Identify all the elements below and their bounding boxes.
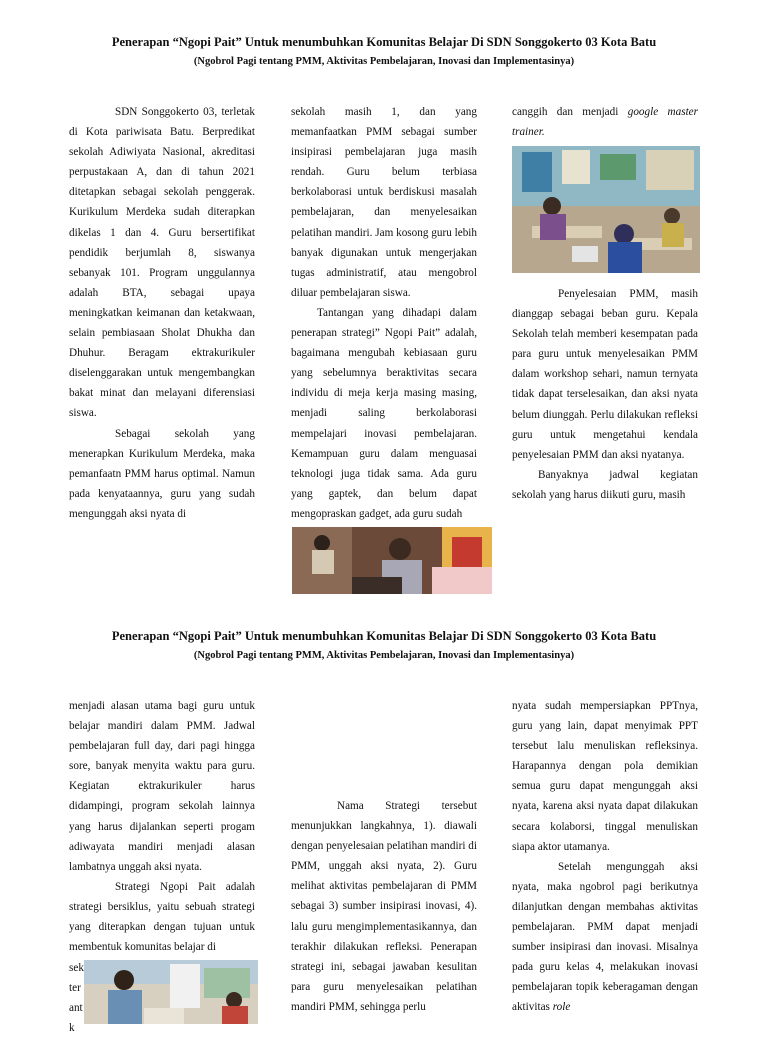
paragraph: Tantangan yang dihadapi dalam penerapan strategi” Ngopi Pait” adalah, bagaimana mengubah kebiasaan guru yang sebelumnya beraktivitas secara individu di meja kerja masing masing, menjadi saling berkolaborasi mempelajari inovasi pembelajaran. Kemampuan guru dalam menguasai teknologi juga tidak sama. Ada guru yang gaptek, dan belum dapat mengopraskan gadget, ada guru sudah	[291, 306, 477, 520]
paragraph: SDN Songgokerto 03, terletak di Kota pariwisata Batu. Berpredikat sekolah Adiwiyata Nasional, akreditasi perpustakaan A, dan di tahun 2021 ditetapkan sebagai sekolah penggerak. Kurikulum Merdeka sudah diterapkan dikelas 1 dan 4. Guru bersertifikat pendidik berjumlah 8, siswanya sebanyak 101. Program unggulannya adalah BTA, sebagai upaya meningkatkan keimanan dan ketakwaan, selain pembiasaan Sholat Dhukha dan Dhuhur. Beragam ektrakurikuler diselenggarakan untuk mengembangkan bakat minat dan melayani diferensiasi siswa.	[69, 106, 255, 420]
paragraph: Penyelesaian PMM, masih dianggap sebagai beban guru. Kepala Sekolah telah memberi kesempatan pada para guru untuk menyelesaikan PMM dalam workshop sehari, namun ternyata tidak dapat terselesaikan, dan aksi nyata belum diunggah. Perlu dilakukan refleksi guru untuk mengetahui kendala penyelesaian PMM dan aksi nyatanya.	[512, 288, 698, 461]
paragraph: Banyaknya jadwal kegiatan sekolah yang harus diikuti guru, masih	[512, 468, 698, 501]
column-3	[512, 102, 698, 142]
cut-line-fragment: k	[69, 1022, 75, 1034]
paragraph: Nama Strategi tersebut menunjukkan langkahnya, 1). diawali dengan penyelesaian pelatihan mandiri di PMM, unggah aksi nyata, 2). Guru melihat aktivitas pembelajaran di PMM sebagai 3) sumber insipirasi inovasi, 4). lalu guru mengimplementasikannya, dan terakhir dilakukan refleksi. Penerapan strategi ini, sebagai jawaban kesulitan para guru menyelesaikan pelatihan mandiri PMM, sehingga perlu	[291, 800, 477, 1013]
cut-line-fragment: ant	[69, 1002, 83, 1014]
class-photo	[84, 960, 258, 1024]
page-title: Penerapan “Ngopi Pait” Untuk menumbuhkan Komunitas Belajar Di SDN Songgokerto 03 Kota Batu	[111, 629, 657, 643]
column-3	[512, 696, 698, 1018]
paragraph: menjadi alasan utama bagi guru untuk belajar mandiri dalam PMM. Jadwal pembelajaran full day, dari pagi hingga sore, banyak menyita waktu para guru. Kegiatan ektrakurikuler harus didampingi, program sekolah lainnya yang harus dijalankan seperti progam adiwayata mandiri menjadi alasan lambatnya unggah aksi nyata.	[69, 700, 255, 873]
cut-line-fragment: ter	[69, 982, 81, 994]
paragraph: Setelah mengunggah aksi nyata, maka ngobrol pagi berikutnya dilanjutkan dengan membahas aktivitas pembelajaran. PMM dapat menjadi sumber insipirasi dan inovasi. Misalnya pada guru kelas 4, melakukan inovasi pembelajaran topik keberagaman dengan aktivitas role	[512, 860, 698, 1014]
column-1	[69, 696, 255, 957]
column-2	[291, 102, 477, 524]
paragraph: sekolah masih 1, dan yang memanfaatkan PMM sebagai sumber insipirasi pembelajaran juga masih rendah. Guru belum terbiasa berkolaborasi untuk berdiskusi masalah pembelajaran, dan menyelesaikan pelatihan mandiri. Jam kosong guru lebih banyak digunakan untuk mengerjakan tugas administratif, atau mengobrol diluar pembelajaran siswa.	[291, 106, 477, 299]
page-subtitle: (Ngobrol Pagi tentang PMM, Aktivitas Pembelajaran, Inovasi dan Implementasinya)	[193, 650, 575, 661]
paragraph: Sebagai sekolah yang menerapkan Kurikulum Merdeka, maka pemanfaatn PMM harus optimal. Namun pada kenyataannya, guru yang sudah mengunggah aksi nyata di	[69, 427, 255, 520]
column-1	[69, 102, 255, 524]
page-title: Penerapan “Ngopi Pait” Untuk menumbuhkan Komunitas Belajar Di SDN Songgokerto 03 Kota Batu	[111, 35, 657, 49]
teachers-photo	[292, 527, 492, 594]
page-subtitle: (Ngobrol Pagi tentang PMM, Aktivitas Pembelajaran, Inovasi dan Implementasinya)	[193, 56, 575, 67]
cut-line-fragment: sek	[69, 962, 84, 974]
column-2	[291, 796, 477, 1017]
paragraph: Strategi Ngopi Pait adalah strategi bersiklus, yaitu sebuah strategi yang diterapkan dengan tujuan untuk membentuk komunitas belajar di	[69, 880, 255, 954]
column-3-cont	[512, 284, 698, 505]
paragraph: nyata sudah mempersiapkan PPTnya, guru yang lain, dapat menyimak PPT tersebut lalu menuliskan refleksinya. Harapannya dengan pola demikian semua guru dapat mengunggah aksi nyata, karena aksi nyata dapat dilakukan secara kolaborsi, tinggal menuliskan siapa aktor utamanya.	[512, 700, 698, 853]
classroom-photo	[512, 146, 700, 273]
paragraph: canggih dan menjadi google master trainer.	[512, 106, 698, 139]
